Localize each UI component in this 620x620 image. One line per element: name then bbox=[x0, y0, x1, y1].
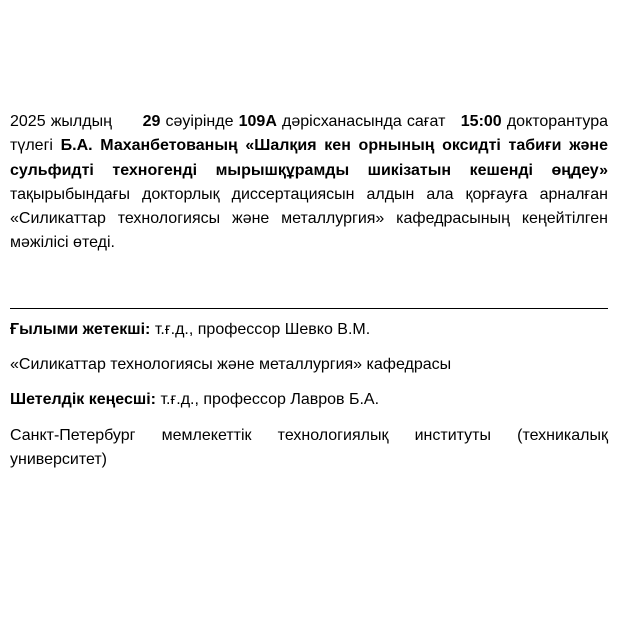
supervisor-line bbox=[10, 318, 608, 342]
foreign-advisor-line bbox=[10, 388, 608, 412]
department-value: «Силикаттар технологиясы және металлургия» кафедрасы bbox=[10, 356, 452, 373]
foreign-advisor-value: т.ғ.д., профессор Лавров Б.А. bbox=[160, 391, 380, 408]
institute-line bbox=[10, 424, 608, 473]
foreign-advisor-label: Шетелдік кеңесші: bbox=[10, 391, 156, 408]
announcement-student-prefix: докторантура түлегі bbox=[10, 113, 609, 155]
section-divider bbox=[10, 308, 608, 309]
announcement-month: сәуірінде bbox=[165, 113, 234, 130]
supervisor-value: т.ғ.д., профессор Шевко В.М. bbox=[154, 321, 371, 338]
announcement-day: 29 bbox=[142, 113, 161, 130]
department-line bbox=[10, 353, 608, 377]
announcement-room-text: дәрісханасында сағат bbox=[282, 113, 446, 130]
announcement-year: 2025 жылдың bbox=[10, 113, 112, 130]
announcement-rest: тақырыбындағы докторлық диссертациясын алдын ала қорғауға арналған «Силикаттар технологиясы және металлургия» кафедрасының кеңейтілген мәжілісі өтеді. bbox=[10, 185, 608, 252]
supervisor-label: Ғылыми жетекші: bbox=[10, 321, 151, 338]
defense-announcement bbox=[10, 110, 608, 256]
document-page bbox=[10, 0, 608, 620]
announcement-student-name: Б.А. Маханбетованың bbox=[60, 137, 238, 155]
announcement-room: 109А bbox=[238, 113, 277, 130]
announcement-time: 15:00 bbox=[460, 113, 502, 130]
institute-value: Санкт-Петербург мемлекеттік технологиялық институты (техникалық университет) bbox=[10, 427, 608, 469]
announcement-topic: «Шалқия кен орнының оксидті табиғи және сульфидті техногенді мырышқұрамды шикізатын кешенді өңдеу» bbox=[10, 137, 608, 179]
